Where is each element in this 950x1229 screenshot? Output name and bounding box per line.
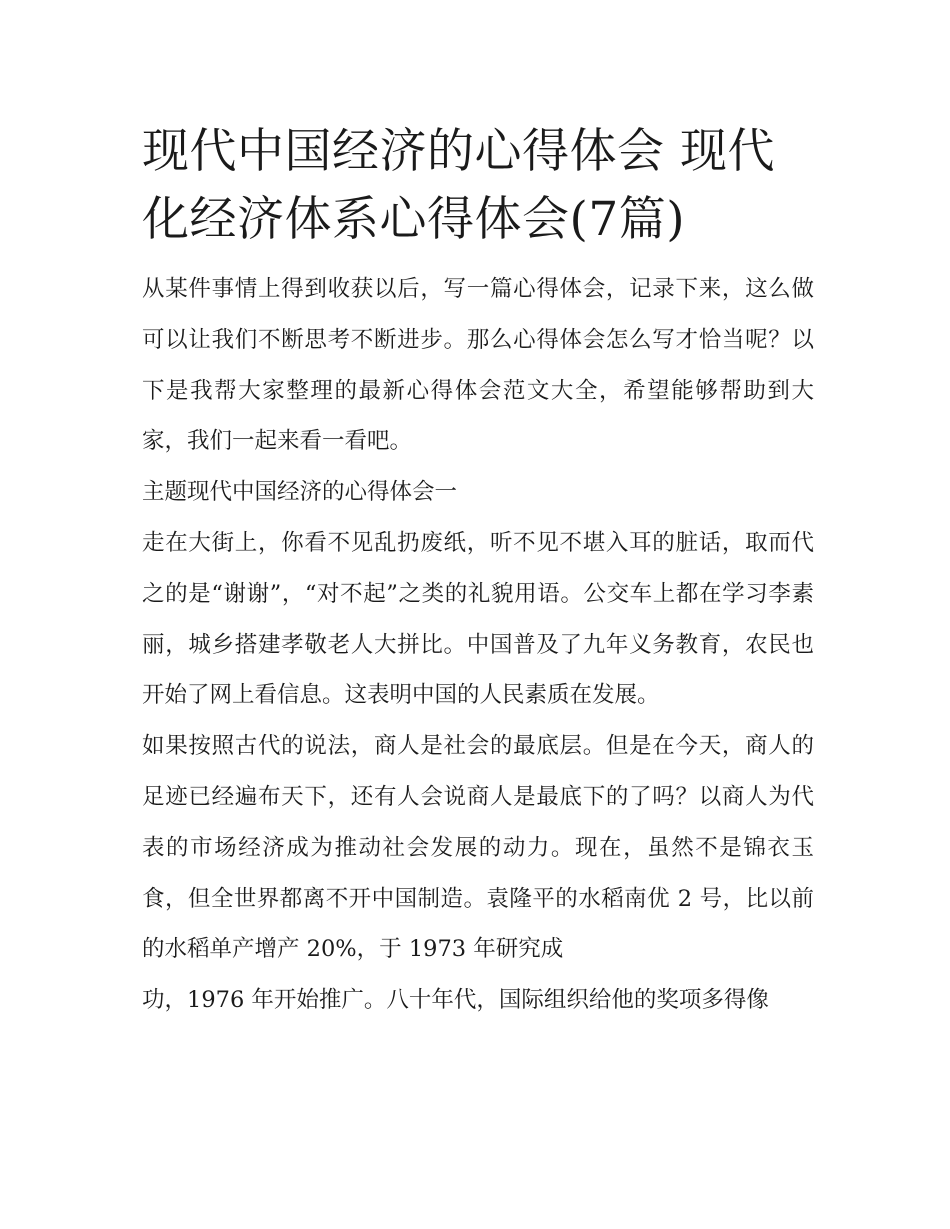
body-paragraph-3: 功，1976 年开始推广。八十年代，国际组织给他的奖项多得像 <box>142 987 769 1014</box>
body-paragraph-2: 如果按照古代的说法，商人是社会的最底层。但是在今天，商人的足迹已经遍布天下，还有人会说商人是最底下的了吗？以商人为代表的市场经济成为推动社会发展的动力。现在，虽然不是锦衣玉食，但全世界都离不开中国制造。袁隆平的水稻南优 2 号，比以前的水稻单产增产 20%，于 1973 年研究成 <box>142 733 814 963</box>
intro-paragraph: 从某件事情上得到收获以后，写一篇心得体会，记录下来，这么做可以让我们不断思考不断进步。那么心得体会怎么写才恰当呢？以下是我帮大家整理的最新心得体会范文大全，希望能够帮助到大家，我们一起来看一看吧。 <box>142 276 814 455</box>
body-paragraph-1: 走在大街上，你看不见乱扔废纸，听不见不堪入耳的脏话，取而代之的是“谢谢”，“对不起”之类的礼貌用语。公交车上都在学习李素丽，城乡搭建孝敬老人大拼比。中国普及了九年义务教育，农民也开始了网上看信息。这表明中国的人民素质在发展。 <box>142 529 814 709</box>
document-page <box>142 118 814 1026</box>
document-title: 现代中国经济的心得体会 现代化经济体系心得体会(7篇) <box>142 124 775 247</box>
section-heading: 主题现代中国经济的心得体会一 <box>142 479 458 506</box>
